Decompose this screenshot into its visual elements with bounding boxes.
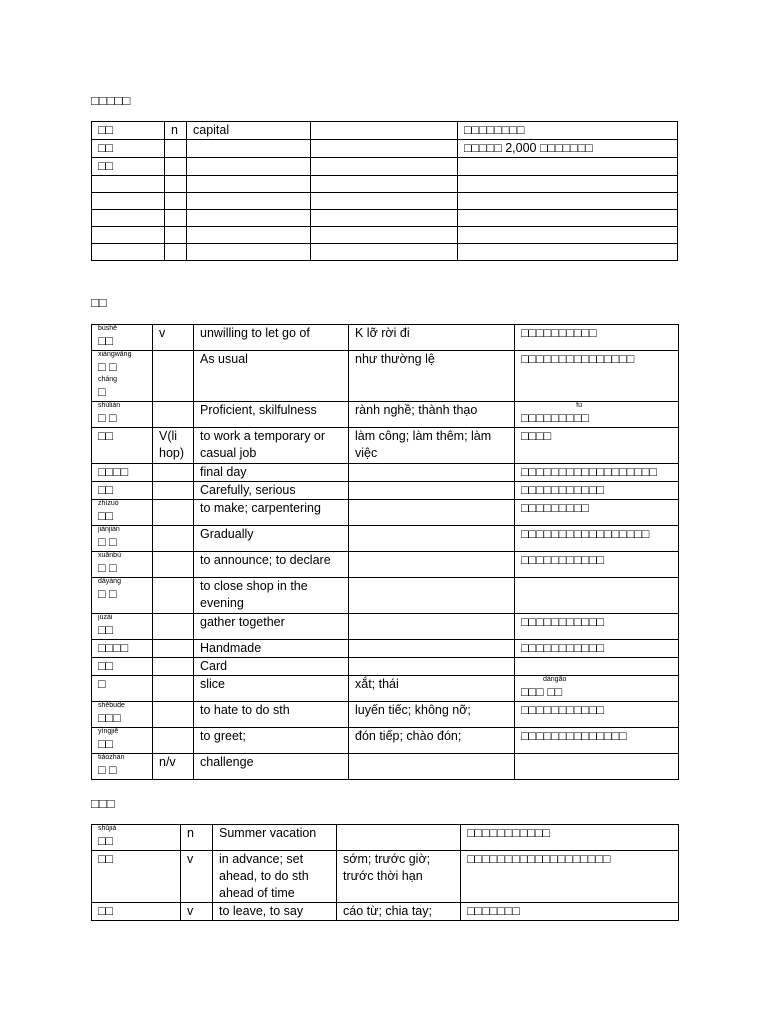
vietnamese-meaning-cell	[311, 122, 458, 140]
table-row	[92, 526, 679, 552]
part-of-speech: v	[159, 326, 166, 340]
example-sentence: □□□□□□□□□□□□□□	[521, 729, 627, 743]
word-cell	[92, 676, 153, 702]
vietnamese-meaning: đón tiếp; chào đón;	[355, 729, 462, 743]
example-sentence: □□□□□□□□□□□	[521, 641, 605, 655]
vocab-word: □□□	[98, 711, 121, 725]
word-cell	[92, 176, 165, 193]
part-of-speech: V(li hop)	[159, 429, 185, 460]
vietnamese-meaning-cell	[349, 578, 515, 614]
part-of-speech-cell	[153, 578, 194, 614]
table-row	[92, 702, 679, 728]
pinyin-annotation: xiàngwǎng	[98, 351, 132, 358]
vocab-word: □ □	[98, 561, 117, 575]
vietnamese-meaning-cell	[311, 244, 458, 261]
example-cell	[458, 122, 678, 140]
word-cell	[92, 158, 165, 176]
english-meaning-cell	[194, 640, 349, 658]
table-row	[92, 464, 679, 482]
word-cell	[92, 193, 165, 210]
example-cell	[515, 325, 679, 351]
word-cell	[92, 702, 153, 728]
word-cell	[92, 903, 181, 921]
example-cell	[458, 210, 678, 227]
example-cell	[515, 640, 679, 658]
example-cell	[458, 227, 678, 244]
example-sentence: □□□□	[521, 429, 552, 443]
vietnamese-meaning-cell	[311, 210, 458, 227]
example-sentence: □□□□□□□□□	[521, 501, 589, 515]
pinyin-annotation: dàngāo	[543, 676, 567, 683]
english-meaning-cell	[187, 244, 311, 261]
table-row	[92, 227, 678, 244]
part-of-speech-cell	[165, 227, 187, 244]
vietnamese-meaning: cáo từ; chia tay;	[343, 904, 432, 918]
example-cell	[515, 351, 679, 402]
table-row	[92, 402, 679, 428]
table-row	[92, 193, 678, 210]
example-sentence: □□□ □□	[521, 685, 563, 699]
vietnamese-meaning-cell	[349, 754, 515, 780]
english-meaning-cell	[194, 658, 349, 676]
example-sentence: □□□□□□□□□□□	[521, 703, 605, 717]
vocab-word: □	[98, 385, 106, 399]
english-meaning-cell	[194, 482, 349, 500]
word-cell	[92, 640, 153, 658]
example-sentence: □□□□□□□□□□□□□□□□□□	[521, 465, 657, 479]
word-cell	[92, 851, 181, 903]
example-cell	[515, 552, 679, 578]
vocab-word: □ □	[98, 411, 117, 425]
english-meaning-cell	[213, 851, 337, 903]
vietnamese-meaning-cell	[337, 903, 461, 921]
english-meaning: Carefully, serious	[200, 483, 296, 497]
section-title: □□□□□	[91, 93, 131, 108]
vocab-table-3	[91, 824, 679, 921]
english-meaning: to work a temporary or casual job	[200, 429, 326, 460]
english-meaning: challenge	[200, 755, 254, 769]
word-cell	[92, 482, 153, 500]
vocab-word: □ □	[98, 763, 117, 777]
vocab-word: □□	[98, 509, 114, 523]
table-row	[92, 825, 679, 851]
part-of-speech-cell	[165, 210, 187, 227]
part-of-speech-cell	[181, 825, 213, 851]
part-of-speech-cell	[153, 325, 194, 351]
vietnamese-meaning-cell	[349, 428, 515, 464]
part-of-speech-cell	[153, 676, 194, 702]
vocab-word: □□	[98, 623, 114, 637]
example-cell	[461, 851, 679, 903]
part-of-speech-cell	[165, 193, 187, 210]
word-cell	[92, 402, 153, 428]
vietnamese-meaning-cell	[337, 851, 461, 903]
vocab-word: □□	[98, 483, 114, 497]
word-cell	[92, 351, 153, 402]
vocab-word: □ □	[98, 587, 117, 601]
english-meaning: Card	[200, 659, 228, 673]
word-cell	[92, 122, 165, 140]
example-sentence: □□□□□□□	[467, 904, 520, 918]
table-row	[92, 851, 679, 903]
english-meaning-cell	[194, 552, 349, 578]
example-cell	[515, 676, 679, 702]
part-of-speech-cell	[153, 464, 194, 482]
vietnamese-meaning-cell	[349, 702, 515, 728]
english-meaning-cell	[187, 193, 311, 210]
table-row	[92, 244, 678, 261]
english-meaning-cell	[187, 122, 311, 140]
vietnamese-meaning: xắt; thái	[355, 677, 399, 691]
part-of-speech-cell	[165, 176, 187, 193]
example-sentence: □□□□□□□□□□□	[467, 826, 551, 840]
english-meaning: gather together	[200, 615, 285, 629]
word-cell	[92, 614, 153, 640]
vocab-word: □□	[98, 334, 114, 348]
table-row	[92, 428, 679, 464]
vietnamese-meaning-cell	[311, 193, 458, 210]
word-cell	[92, 140, 165, 158]
vocab-word: □□	[98, 904, 114, 918]
vietnamese-meaning-cell	[349, 500, 515, 526]
word-cell	[92, 552, 153, 578]
pinyin-annotation: yíngjiē	[98, 728, 119, 735]
table-row	[92, 676, 679, 702]
vietnamese-meaning-cell	[349, 325, 515, 351]
part-of-speech-cell	[153, 526, 194, 552]
vocab-word: □□	[98, 159, 114, 173]
english-meaning-cell	[187, 158, 311, 176]
pinyin-annotation: cháng	[98, 376, 118, 383]
part-of-speech-cell	[153, 658, 194, 676]
vocab-word: □□	[98, 852, 114, 866]
example-sentence: □□□□□□□□□	[521, 411, 589, 425]
vietnamese-meaning-cell	[349, 526, 515, 552]
part-of-speech-cell	[153, 351, 194, 402]
part-of-speech-cell	[165, 244, 187, 261]
word-cell	[92, 210, 165, 227]
pinyin-annotation: dǎyàng	[98, 578, 121, 585]
english-meaning: final day	[200, 465, 247, 479]
vocab-word: □ □	[98, 360, 117, 374]
part-of-speech-cell	[165, 158, 187, 176]
table-row	[92, 122, 678, 140]
table-row	[92, 176, 678, 193]
vietnamese-meaning: luyến tiếc; không nỡ;	[355, 703, 471, 717]
vietnamese-meaning: rành nghề; thành thạo	[355, 403, 478, 417]
vietnamese-meaning-cell	[311, 176, 458, 193]
example-sentence: □□□□□□□□	[464, 123, 525, 137]
part-of-speech: v	[187, 904, 194, 918]
part-of-speech-cell	[153, 728, 194, 754]
english-meaning: Gradually	[200, 527, 254, 541]
english-meaning: Summer vacation	[219, 826, 317, 840]
pinyin-annotation: zhìzuò	[98, 500, 119, 507]
vietnamese-meaning-cell	[349, 351, 515, 402]
vocab-word: □□	[98, 429, 114, 443]
vietnamese-meaning-cell	[349, 402, 515, 428]
word-cell	[92, 578, 153, 614]
word-cell	[92, 825, 181, 851]
vietnamese-meaning-cell	[311, 227, 458, 244]
vietnamese-meaning-cell	[349, 482, 515, 500]
english-meaning: to close shop in the evening	[200, 579, 308, 610]
example-cell	[515, 464, 679, 482]
table-row	[92, 351, 679, 402]
vietnamese-meaning-cell	[349, 614, 515, 640]
english-meaning: to greet;	[200, 729, 246, 743]
english-meaning-cell	[194, 325, 349, 351]
word-cell	[92, 325, 153, 351]
part-of-speech-cell	[153, 500, 194, 526]
english-meaning: unwilling to let go of	[200, 326, 310, 340]
part-of-speech: v	[187, 852, 194, 866]
english-meaning-cell	[194, 578, 349, 614]
example-sentence: □□□□□□□□□□□	[521, 483, 605, 497]
example-cell	[515, 428, 679, 464]
example-cell	[515, 526, 679, 552]
example-cell	[515, 578, 679, 614]
english-meaning: to hate to do sth	[200, 703, 290, 717]
pinyin-annotation: shúliàn	[98, 402, 121, 409]
english-meaning: in advance; set ahead, to do sth ahead of time	[219, 852, 309, 900]
english-meaning-cell	[213, 825, 337, 851]
table-row	[92, 482, 679, 500]
word-cell	[92, 754, 153, 780]
vietnamese-meaning: làm công; làm thêm; làm việc	[355, 429, 492, 460]
english-meaning-cell	[213, 903, 337, 921]
word-cell	[92, 526, 153, 552]
pinyin-annotation: xuānbù	[98, 552, 121, 559]
example-sentence: □□□□□□□□□□	[521, 326, 597, 340]
vocab-word: □	[98, 677, 106, 691]
part-of-speech: n/v	[159, 755, 176, 769]
section-title: □□	[91, 295, 107, 310]
english-meaning-cell	[194, 428, 349, 464]
english-meaning-cell	[194, 402, 349, 428]
part-of-speech: n	[187, 826, 194, 840]
example-cell	[458, 140, 678, 158]
part-of-speech-cell	[181, 903, 213, 921]
example-sentence: □□□□□□□□□□□□□□□	[521, 352, 635, 366]
pinyin-annotation: shǔjià	[98, 825, 117, 832]
pinyin-annotation: tiǎozhàn	[98, 754, 125, 761]
pinyin-annotation: jùzài	[98, 614, 113, 621]
example-sentence: □□□□□□□□□□□□□□□□□□□	[467, 852, 611, 866]
example-cell	[458, 176, 678, 193]
example-cell	[515, 500, 679, 526]
word-cell	[92, 428, 153, 464]
example-sentence: □□□□□ 2,000 □□□□□□□	[464, 141, 593, 155]
vocab-word: □ □	[98, 535, 117, 549]
english-meaning-cell	[194, 351, 349, 402]
part-of-speech-cell	[153, 482, 194, 500]
english-meaning: to make; carpentering	[200, 501, 321, 515]
vocab-word: □□	[98, 834, 114, 848]
table-row	[92, 614, 679, 640]
table-row	[92, 210, 678, 227]
example-cell	[461, 903, 679, 921]
english-meaning: Handmade	[200, 641, 262, 655]
vocab-word: □□	[98, 659, 114, 673]
example-cell	[515, 658, 679, 676]
table-row	[92, 578, 679, 614]
table-row	[92, 552, 679, 578]
example-cell	[515, 402, 679, 428]
pinyin-annotation: fù	[576, 402, 582, 409]
example-cell	[515, 754, 679, 780]
vietnamese-meaning: K lỡ rời đi	[355, 326, 410, 340]
example-cell	[515, 482, 679, 500]
vocab-word: □□	[98, 123, 114, 137]
vocab-word: □□	[98, 141, 114, 155]
vocab-word: □□	[98, 737, 114, 751]
part-of-speech: n	[171, 123, 178, 137]
part-of-speech-cell	[153, 614, 194, 640]
english-meaning-cell	[194, 702, 349, 728]
part-of-speech-cell	[153, 428, 194, 464]
example-cell	[515, 728, 679, 754]
english-meaning-cell	[194, 728, 349, 754]
part-of-speech-cell	[153, 402, 194, 428]
table-row	[92, 903, 679, 921]
example-cell	[458, 244, 678, 261]
word-cell	[92, 658, 153, 676]
pinyin-annotation: jiànjiàn	[98, 526, 120, 533]
vietnamese-meaning: sớm; trước giờ; trước thời hạn	[343, 852, 431, 883]
english-meaning-cell	[194, 500, 349, 526]
example-cell	[461, 825, 679, 851]
english-meaning: Proficient, skilfulness	[200, 403, 317, 417]
vietnamese-meaning-cell	[337, 825, 461, 851]
word-cell	[92, 500, 153, 526]
table-row	[92, 500, 679, 526]
english-meaning-cell	[194, 676, 349, 702]
vietnamese-meaning-cell	[349, 464, 515, 482]
example-sentence: □□□□□□□□□□□□□□□□□	[521, 527, 650, 541]
pinyin-annotation: bùshě	[98, 325, 118, 332]
vietnamese-meaning-cell	[311, 158, 458, 176]
english-meaning: capital	[193, 123, 230, 137]
part-of-speech-cell	[153, 754, 194, 780]
english-meaning-cell	[187, 210, 311, 227]
english-meaning-cell	[194, 526, 349, 552]
section-title: □□□	[91, 796, 115, 811]
table-row	[92, 754, 679, 780]
example-sentence: □□□□□□□□□□□	[521, 615, 605, 629]
vietnamese-meaning-cell	[349, 676, 515, 702]
vocab-word: □□□□	[98, 465, 129, 479]
example-sentence: □□□□□□□□□□□	[521, 553, 605, 567]
vietnamese-meaning: như thường lệ	[355, 352, 435, 366]
vietnamese-meaning-cell	[349, 658, 515, 676]
example-cell	[458, 193, 678, 210]
table-row	[92, 658, 679, 676]
english-meaning: to leave, to say	[219, 904, 304, 918]
english-meaning-cell	[187, 227, 311, 244]
part-of-speech-cell	[165, 140, 187, 158]
part-of-speech-cell	[181, 851, 213, 903]
vietnamese-meaning-cell	[349, 552, 515, 578]
example-cell	[515, 702, 679, 728]
word-cell	[92, 227, 165, 244]
table-row	[92, 325, 679, 351]
english-meaning: As usual	[200, 352, 248, 366]
table-row	[92, 640, 679, 658]
word-cell	[92, 728, 153, 754]
table-row	[92, 140, 678, 158]
vietnamese-meaning-cell	[349, 728, 515, 754]
pinyin-annotation: shěbude	[98, 702, 125, 709]
example-cell	[515, 614, 679, 640]
english-meaning-cell	[187, 140, 311, 158]
table-row	[92, 158, 678, 176]
part-of-speech-cell	[153, 552, 194, 578]
english-meaning-cell	[194, 464, 349, 482]
english-meaning-cell	[194, 754, 349, 780]
word-cell	[92, 244, 165, 261]
word-cell	[92, 464, 153, 482]
part-of-speech-cell	[153, 702, 194, 728]
part-of-speech-cell	[165, 122, 187, 140]
vocab-table-2	[91, 324, 679, 780]
english-meaning: slice	[200, 677, 226, 691]
english-meaning-cell	[187, 176, 311, 193]
table-row	[92, 728, 679, 754]
example-cell	[458, 158, 678, 176]
vocab-table-1	[91, 121, 678, 261]
english-meaning-cell	[194, 614, 349, 640]
english-meaning: to announce; to declare	[200, 553, 331, 567]
vietnamese-meaning-cell	[349, 640, 515, 658]
part-of-speech-cell	[153, 640, 194, 658]
vocab-word: □□□□	[98, 641, 129, 655]
vietnamese-meaning-cell	[311, 140, 458, 158]
